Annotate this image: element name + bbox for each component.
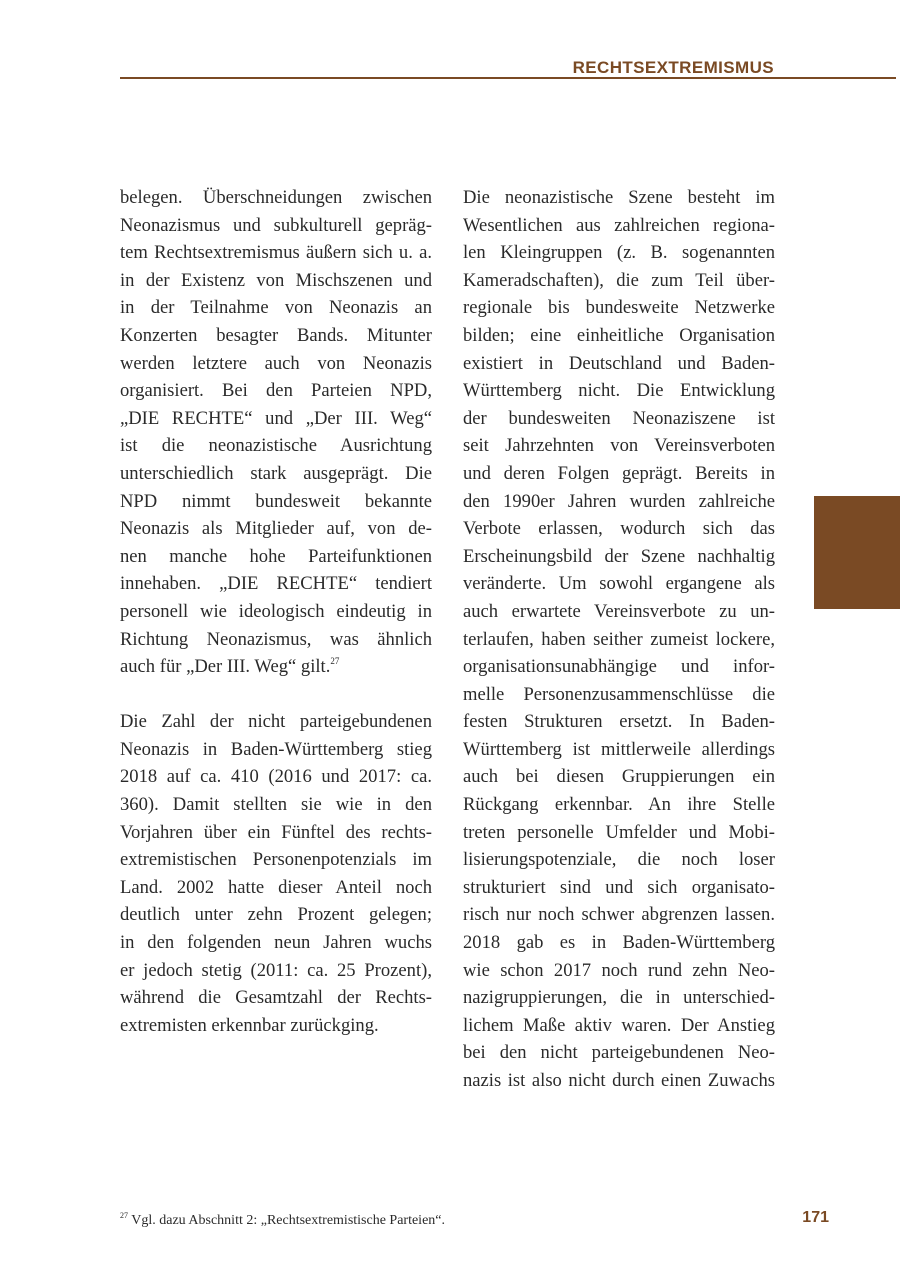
page-number: 171 <box>802 1209 829 1226</box>
left-column <box>120 184 432 1039</box>
text-line: Die Zahl der nicht parteigebundenen <box>120 711 432 733</box>
text-line: 360). Damit stellten sie wie in den <box>120 794 432 816</box>
right-column <box>463 184 775 1095</box>
text-line: 2018 auf ca. 410 (2016 und 2017: ca. <box>120 766 432 788</box>
text-line: organisiert. Bei den Parteien NPD, <box>120 380 432 402</box>
text-line: in der Existenz von Mischszenen und <box>120 269 432 291</box>
text-line: extremistischen Personenpotenzials im <box>120 849 432 871</box>
running-header: RECHTSEXTREMISMUS <box>572 58 774 77</box>
text-line: Kameradschaften), die zum Teil über- <box>463 269 775 291</box>
text-line <box>120 653 432 681</box>
text-line: Erscheinungsbild der Szene nachhaltig <box>463 545 775 567</box>
text-line: risch nur noch schwer abgrenzen lassen. <box>463 904 775 926</box>
text-line: auch bei diesen Gruppierungen ein <box>463 766 775 788</box>
text-line: seit Jahrzehnten von Vereinsverboten <box>463 435 775 457</box>
text-line: innehaben. „DIE RECHTE“ tendiert <box>120 573 432 595</box>
text-line: personell wie ideologisch eindeutig in <box>120 600 432 622</box>
text-line: Neonazismus und subkulturell gepräg- <box>120 214 432 236</box>
text-line: terlaufen, haben seither zumeist lockere, <box>463 628 775 650</box>
paragraph <box>120 708 432 1012</box>
paragraph <box>120 184 432 653</box>
text-line: nazigruppierungen, die in unterschied- <box>463 987 775 1009</box>
text-line: len Kleingruppen (z. B. sogenannten <box>463 242 775 264</box>
text-line-content: auch für „Der III. Weg“ gilt. <box>120 656 331 678</box>
text-line: „DIE RECHTE“ und „Der III. Weg“ <box>120 407 432 429</box>
text-line: Vorjahren über ein Fünftel des rechts- <box>120 821 432 843</box>
text-line: in den folgenden neun Jahren wuchs <box>120 932 432 954</box>
text-line: während die Gesamtzahl der Rechts- <box>120 987 432 1009</box>
text-line: unterschiedlich stark ausgeprägt. Die <box>120 462 432 484</box>
text-line: Neonazis als Mitglieder auf, von de- <box>120 518 432 540</box>
text-line: Konzerten besagter Bands. Mitunter <box>120 324 432 346</box>
text-line: wie schon 2017 noch rund zehn Neo- <box>463 959 775 981</box>
text-line: bei den nicht parteigebundenen Neo- <box>463 1042 775 1064</box>
footnote-number: 27 <box>120 1211 128 1220</box>
text-line: Wesentlichen aus zahlreichen regiona- <box>463 214 775 236</box>
header-rule <box>120 77 896 79</box>
text-line: in der Teilnahme von Neonazis an <box>120 297 432 319</box>
text-line: Rückgang erkennbar. An ihre Stelle <box>463 794 775 816</box>
text-line: er jedoch stetig (2011: ca. 25 Prozent), <box>120 959 432 981</box>
text-line: der bundesweiten Neonaziszene ist <box>463 407 775 429</box>
text-line: veränderte. Um sowohl ergangene als <box>463 573 775 595</box>
footnote-text: Vgl. dazu Abschnitt 2: „Rechtsextremistische Parteien“. <box>131 1213 445 1228</box>
text-line: werden letztere auch von Neonazis <box>120 352 432 374</box>
footnote <box>120 1213 445 1229</box>
text-line: Verbote erlassen, wodurch sich das <box>463 518 775 540</box>
text-line: Die neonazistische Szene besteht im <box>463 187 775 208</box>
text-line: bilden; eine einheitliche Organisation <box>463 324 775 346</box>
text-line: Württemberg nicht. Die Entwicklung <box>463 380 775 402</box>
footnote-reference: 27 <box>330 656 340 667</box>
text-line: 2018 gab es in Baden-Württemberg <box>463 932 775 954</box>
text-line: tem Rechtsextremismus äußern sich u. a. <box>120 242 432 264</box>
text-line: extremisten erkennbar zurückging. <box>120 1014 379 1036</box>
chapter-tab-marker <box>814 496 900 609</box>
paragraph <box>463 184 775 1095</box>
text-line: nen manche hohe Parteifunktionen <box>120 545 432 567</box>
text-line: strukturiert sind und sich organisato- <box>463 876 775 898</box>
text-line: nazis ist also nicht durch einen Zuwachs <box>463 1070 775 1091</box>
text-line: Land. 2002 hatte dieser Anteil noch <box>120 876 432 898</box>
text-line: Württemberg ist mittlerweile allerdings <box>463 738 775 760</box>
text-line: existiert in Deutschland und Baden- <box>463 352 775 374</box>
text-line: deutlich unter zehn Prozent gelegen; <box>120 904 432 926</box>
text-line: melle Personenzusammenschlüsse die <box>463 683 775 705</box>
text-line: Richtung Neonazismus, was ähnlich <box>120 628 432 650</box>
text-line: organisationsunabhängige und infor- <box>463 656 775 678</box>
text-line: lichem Maße aktiv waren. Der Anstieg <box>463 1014 775 1036</box>
text-line: den 1990er Jahren wurden zahlreiche <box>463 490 775 512</box>
text-line: ist die neonazistische Ausrichtung <box>120 435 432 457</box>
text-line: belegen. Überschneidungen zwischen <box>120 187 432 208</box>
text-line: lisierungspotenziale, die noch loser <box>463 849 775 871</box>
text-line: Neonazis in Baden-Württemberg stieg <box>120 738 432 760</box>
text-line: treten personelle Umfelder und Mobi- <box>463 821 775 843</box>
text-line: und deren Folgen geprägt. Bereits in <box>463 462 775 484</box>
text-line: festen Strukturen ersetzt. In Baden- <box>463 711 775 733</box>
paragraph-gap <box>120 681 432 709</box>
text-line: auch erwartete Vereinsverbote zu un- <box>463 600 775 622</box>
text-line: NPD nimmt bundesweit bekannte <box>120 490 432 512</box>
text-line: regionale bis bundesweite Netzwerke <box>463 297 775 319</box>
